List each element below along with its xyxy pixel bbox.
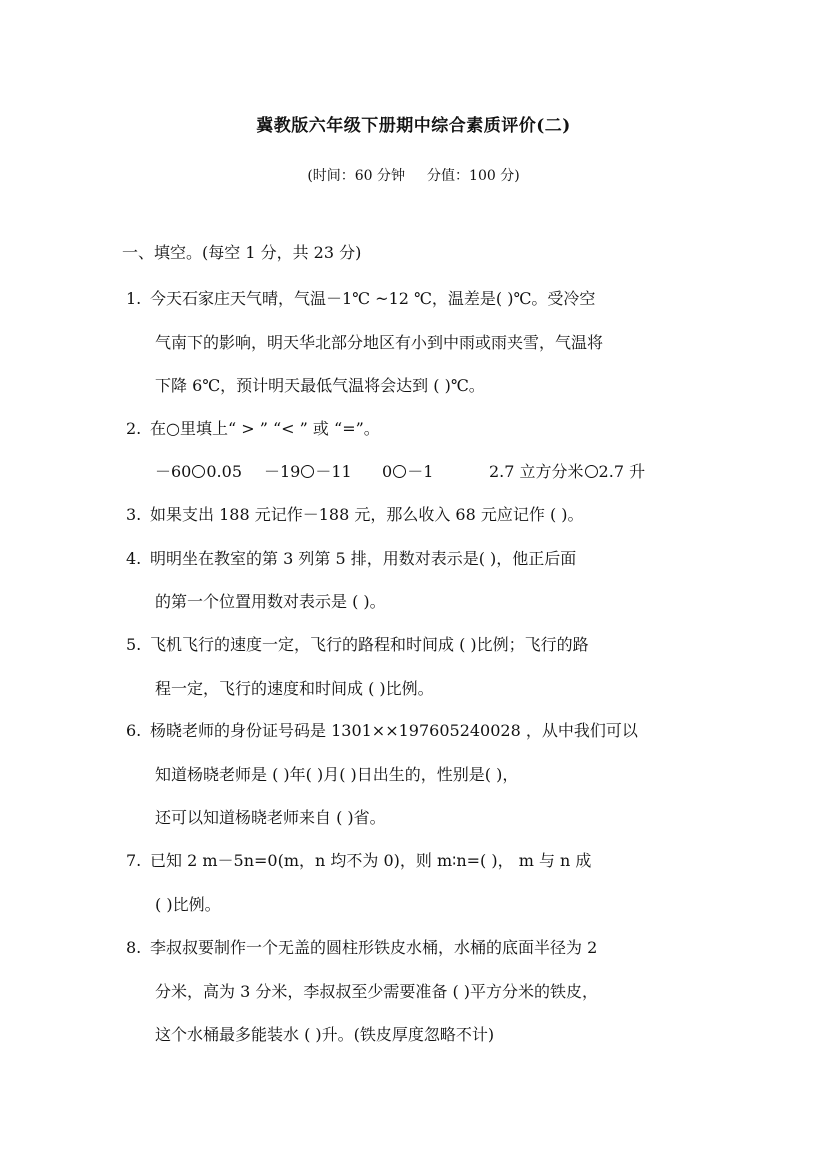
blank-circle-icon: [301, 465, 314, 478]
question-3: 3. 如果支出 188 元记作－188 元，那么收入 68 元应记作 ( )。: [126, 505, 584, 524]
comparison-1: －60 0.05: [155, 462, 242, 481]
question-2: 2. 在○里填上“ > ” “< ” 或 “=”。: [126, 419, 380, 438]
comparison-2: －19 －11: [264, 462, 352, 481]
question-7-line-2: ( )比例。: [155, 895, 221, 914]
section-heading: 一、填空。(每空 1 分，共 23 分): [122, 243, 362, 262]
question-6-line-2: 知道杨晓老师是 ( )年( )月( )日出生的，性别是( )，: [155, 765, 519, 784]
question-4: 4. 明明坐在教室的第 3 列第 5 排，用数对表示是( )，他正后面: [126, 549, 577, 568]
question-8: 8. 李叔叔要制作一个无盖的圆柱形铁皮水桶，水桶的底面半径为 2: [126, 938, 598, 957]
question-4-line-2: 的第一个位置用数对表示是 ( )。: [155, 592, 386, 611]
page-title: 冀教版六年级下册期中综合素质评价(二): [256, 116, 571, 136]
question-7: 7. 已知 2 m－5n=0(m，n 均不为 0)，则 m∶n=( )， m 与 n 成: [126, 851, 592, 870]
blank-circle-icon: [393, 465, 406, 478]
exam-info: [0, 165, 827, 185]
question-8-line-3: 这个水桶最多能装水 ( )升。(铁皮厚度忽略不计): [155, 1025, 495, 1044]
question-5-line-2: 程一定，飞行的速度和时间成 ( )比例。: [155, 679, 434, 698]
question-6: 6. 杨晓老师的身份证号码是 1301××197605240028 ，从中我们可以: [126, 721, 638, 740]
total-score: 分值：100 分): [427, 168, 520, 184]
comparison-3: 0 －1: [382, 462, 434, 481]
question-5: 5. 飞机飞行的速度一定，飞行的路程和时间成 ( )比例；飞行的路: [126, 635, 589, 654]
question-1: 1. 今天石家庄天气晴，气温－1℃ ~12 ℃，温差是( )℃。受冷空: [126, 289, 596, 308]
question-6-line-3: 还可以知道杨晓老师来自 ( )省。: [155, 808, 386, 827]
question-1-line-3: 下降 6℃，预计明天最低气温将会达到 ( )℃。: [155, 376, 485, 395]
question-8-line-2: 分米，高为 3 分米，李叔叔至少需要准备 ( )平方分米的铁皮，: [155, 982, 599, 1001]
blank-circle-icon: [585, 465, 598, 478]
comparison-4: 2.7 立方分米 2.7 升: [489, 462, 646, 481]
time-limit: (时间：60 分钟: [307, 168, 406, 184]
question-1-line-2: 气南下的影响，明天华北部分地区有小到中雨或雨夹雪，气温将: [155, 333, 604, 352]
blank-circle-icon: [192, 465, 205, 478]
